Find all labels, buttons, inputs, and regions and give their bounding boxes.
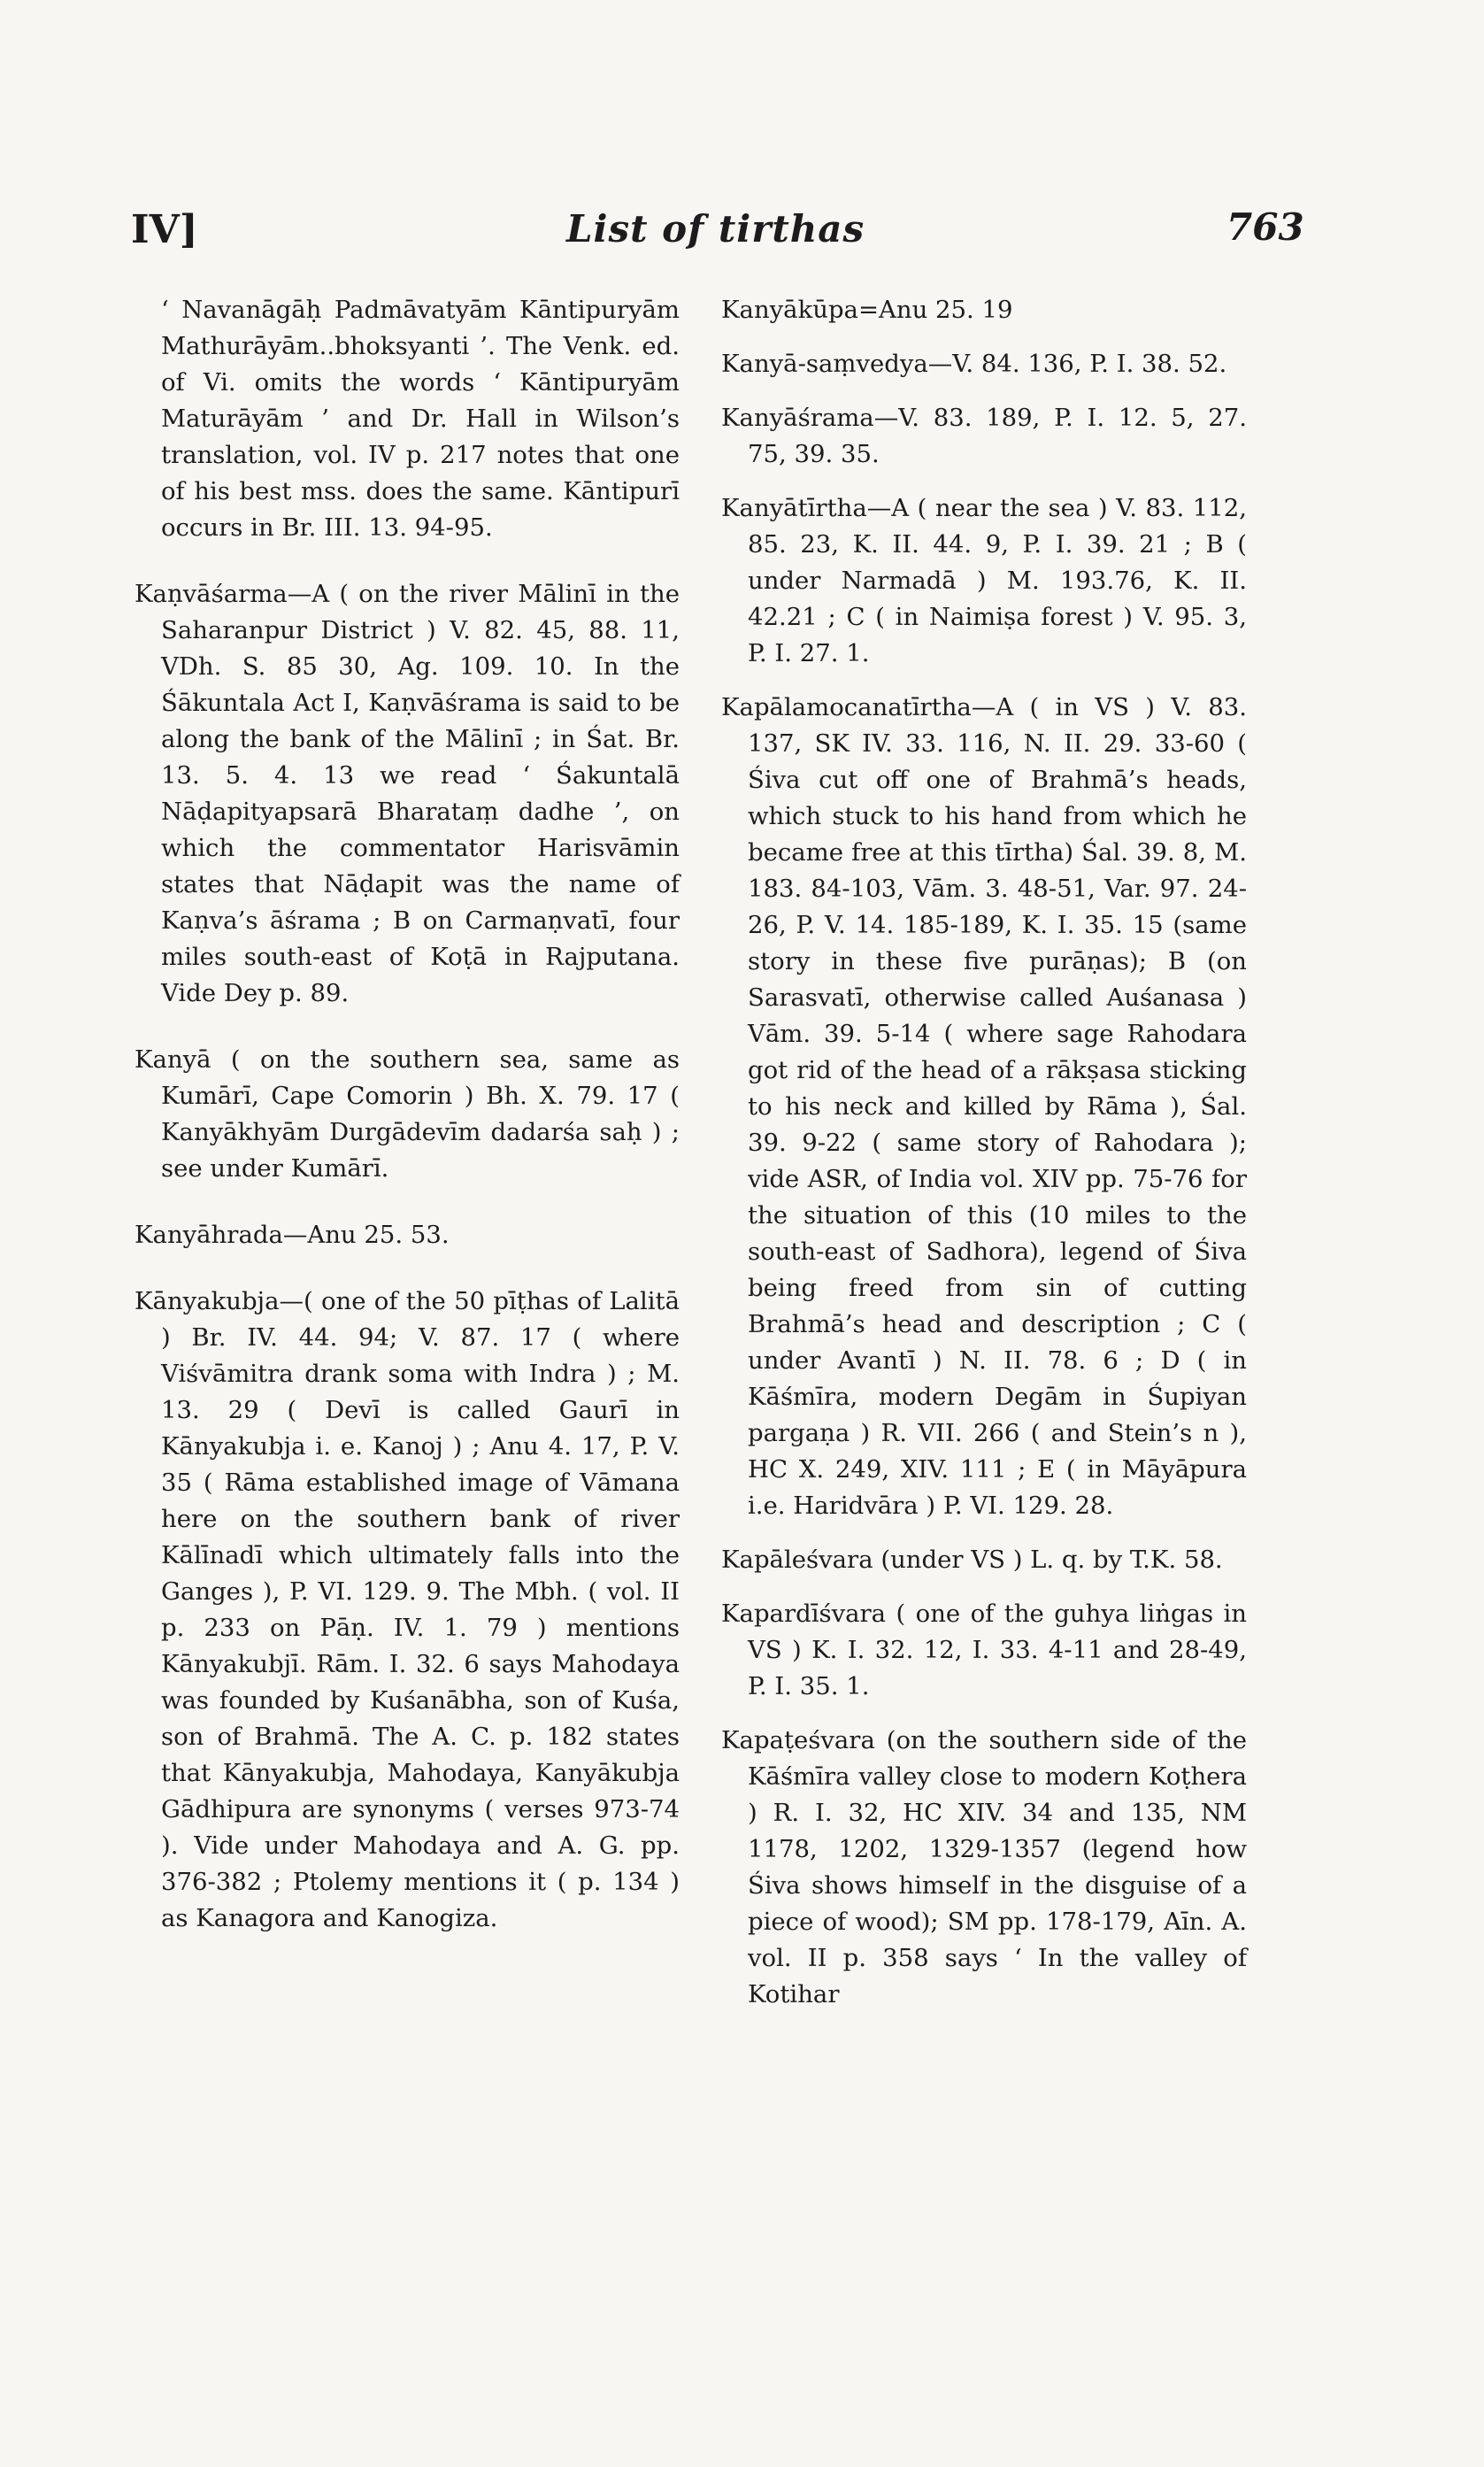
entry-kanya: Kanyā ( on the southern sea, same as Kumārī, Cape Comorin ) Bh. X. 79. 17 ( Kanyākhyām Durgādevīm dadarśa saḥ ) ; see under Kumārī.: [135, 1045, 680, 1183]
running-header: [0, 197, 1484, 258]
page-number: 763: [1226, 205, 1304, 249]
entry-kanyatirtha: Kanyātīrtha—A ( near the sea ) V. 83. 112, 85. 23, K. II. 44. 9, P. I. 39. 21 ; B ( under Narmadā ) M. 193.76, K. II. 42.21 ; C ( in Naimiṣa forest ) V. 95. 3, P. I. 27. 1.: [721, 494, 1247, 667]
entry-kanyasrama: Kanyāśrama—V. 83. 189, P. I. 12. 5, 27. 75, 39. 35.: [721, 404, 1247, 468]
entry-kapardisvara: Kapardīśvara ( one of the guhya liṅgas in VS ) K. I. 32. 12, I. 33. 4-11 and 28-49, P. I. 35. 1.: [721, 1600, 1247, 1700]
entry-kapalamocanatirtha: Kapālamocanatīrtha—A ( in VS ) V. 83. 137, SK IV. 33. 116, N. II. 29. 33-60 ( Śiva cut off one of Brahmā’s heads, which stuck to his hand from which he became free at this tīrtha) Śal. 39. 8, M. 183. 84-103, Vām. 3. 48-51, Var. 97. 24-26, P. V. 14. 185-189, K. I. 35. 15 (same story in these five purāṇas); B (on Sarasvatī, otherwise called Auśanasa ) Vām. 39. 5-14 ( where sage Rahodara got rid of the head of a rākṣasa sticking to his neck and killed by Rāma ), Śal. 39. 9-22 ( same story of Rahodara ); vide ASR, of India vol. XIV pp. 75-76 for the situation of this (10 miles to the south-east of Sadhora), legend of Śiva being freed from sin of cutting Brahmā’s head and description ; C ( under Avantī ) N. II. 78. 6 ; D ( in Kāśmīra, modern Degām in Śupiyan pargaṇa ) R. VII. 266 ( and Stein’s n ), HC X. 249, XIV. 111 ; E ( in Māyāpura i.e. Haridvāra ) P. VI. 129. 28.: [721, 693, 1247, 1520]
entry-kanya-samvedya: Kanyā-saṃvedya—V. 84. 136, P. I. 38. 52.: [721, 350, 1227, 378]
chapter-marker: IV]: [131, 207, 198, 252]
entry-continuation: ‘ Navanāgāḥ Padmāvatyām Kāntipuryām Mathurāyām..bhoksyanti ’. The Venk. ed. of Vi. omits the words ‘ Kāntipuryām Maturāyām ’ and Dr. Hall in Wilson’s translation, vol. IV p. 217 notes that one of his best mss. does the same. Kāntipurī occurs in Br. III. 13. 94-95.: [161, 296, 680, 542]
left-column: [135, 292, 680, 1967]
entry-kanvasarma: Kaṇvāśarma—A ( on the river Mālinī in the Saharanpur District ) V. 82. 45, 88. 11, VDh. S. 85 30, Ag. 109. 10. In the Śākuntala Act I, Kaṇvāśrama is said to be along the bank of the Mālinī ; in Śat. Br. 13. 5. 4. 13 we read ‘ Śakuntalā Nāḍapityapsarā Bharataṃ dadhe ’, on which the commentator Harisvāmin states that Nāḍapit was the name of Kaṇva’s āśrama ; B on Carmaṇvatī, four miles south-east of Koṭā in Rajputana. Vide Dey p. 89.: [135, 580, 680, 1007]
entry-kapalesvara: Kapāleśvara (under VS ) L. q. by T.K. 58.: [721, 1546, 1223, 1574]
entry-kanyahrada: Kanyāhrada—Anu 25. 53.: [135, 1221, 450, 1249]
running-title: List of tirthas: [566, 207, 865, 251]
entry-kapatesvara: Kapaṭeśvara (on the southern side of the Kāśmīra valley close to modern Koṭhera ) R. I. 32, HC XIV. 34 and 135, NM 1178, 1202, 1329-1357 (legend how Śiva shows himself in the disguise of a piece of wood); SM pp. 178-179, Aīn. A. vol. II p. 358 says ‘ In the valley of Kotihar: [721, 1726, 1247, 2008]
entry-kanyakupa: Kanyākūpa=Anu 25. 19: [721, 296, 1013, 324]
right-column: [721, 292, 1247, 2031]
entry-kanyakubja: Kānyakubja—( one of the 50 pīṭhas of Lalitā ) Br. IV. 44. 94; V. 87. 17 ( where Viśvāmitra drank soma with Indra ) ; M. 13. 29 ( Devī is called Gaurī in Kānyakubja i. e. Kanoj ) ; Anu 4. 17, P. V. 35 ( Rāma established image of Vāmana here on the southern bank of river Kālīnadī which ultimately falls into the Ganges ), P. VI. 129. 9. The Mbh. ( vol. II p. 233 on Pāṇ. IV. 1. 79 ) mentions Kānyakubjī. Rām. I. 32. 6 says Mahodaya was founded by Kuśanābha, son of Kuśa, son of Brahmā. The A. C. p. 182 states that Kānyakubja, Mahodaya, Kanyākubja Gādhipura are synonyms ( verses 973-74 ). Vide under Mahodaya and A. G. pp. 376-382 ; Ptolemy mentions it ( p. 134 ) as Kanagora and Kanogiza.: [135, 1287, 680, 1932]
